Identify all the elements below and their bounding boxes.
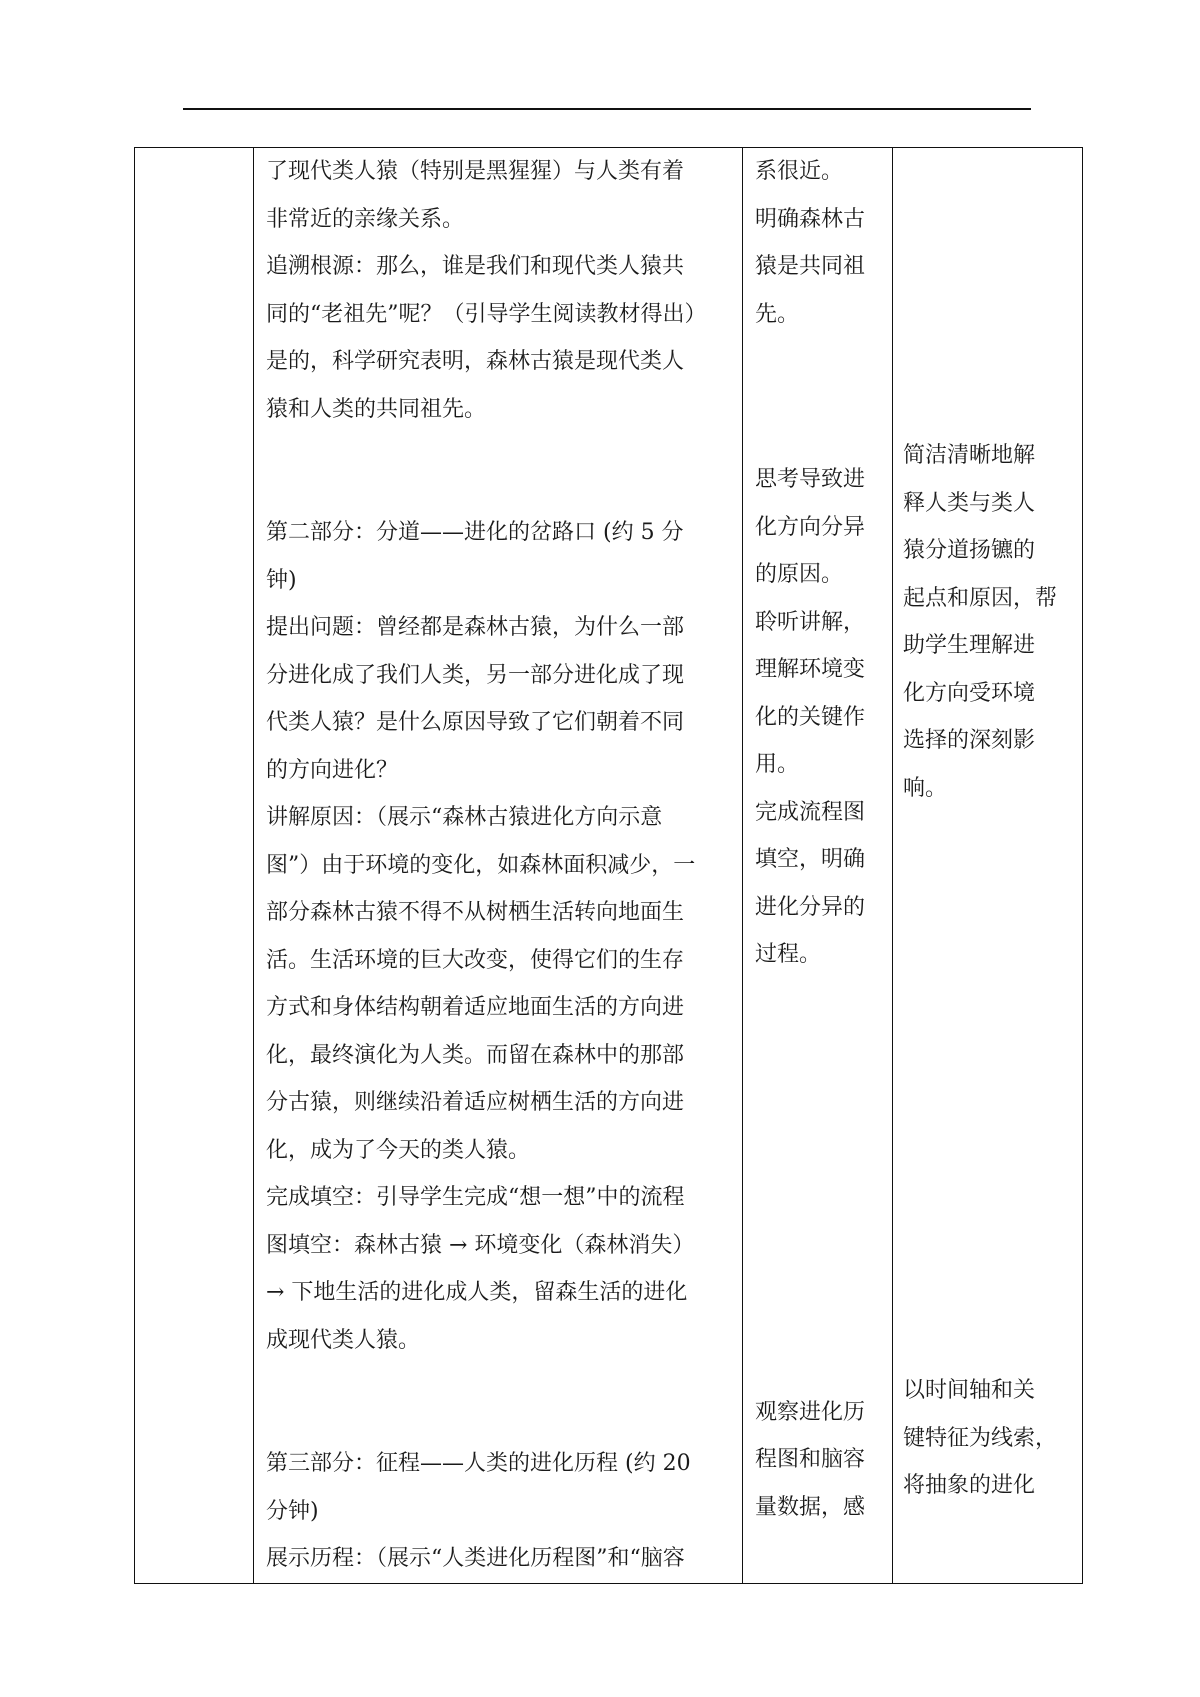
content-paragraph: 追溯根源：那么，谁是我们和现代类人猿共 同的“老祖先”呢？（引导学生阅读教材得出） 是的，科学研究表明，森林古猿是现代类人 猿和人类的共同祖先。 [266, 254, 707, 422]
student-activity-cell [743, 148, 893, 1584]
intent-paragraph: 简洁清晰地解 释人类与类人 猿分道扬镳的 起点和原因，帮 助学生理解进 化方向受环境 选择的深刻影 响。 [903, 443, 1058, 801]
header-rule [183, 108, 1031, 110]
student-paragraph: 聆听讲解， 理解环境变 化的关键作 用。 [755, 609, 866, 777]
content-paragraph: 展示历程：（展示“人类进化历程图”和“脑容 [266, 1546, 685, 1571]
table-row [135, 148, 1083, 1584]
content-paragraph: 讲解原因：（展示“森林古猿进化方向示意 图”）由于环境的变化，如森林面积减少，一 部分森林古猿不得不从树栖生活转向地面生 活。生活环境的巨大改变，使得它们的生存 方式和身体结构朝着适应地面生活的方向进 化，最终演化为人类。而留在森林中的那部 分古猿，则继续沿着适应树栖生活的方向进 化，成为了今天的类人猿。 [266, 805, 696, 1163]
section-heading: 第三部分：征程——人类的进化历程 (约 20 分钟) [266, 1451, 691, 1524]
link-cell [135, 148, 254, 1584]
student-paragraph: 思考导致进 化方向分异 的原因。 [755, 467, 866, 587]
design-intent-cell [893, 148, 1083, 1584]
content-paragraph: 完成填空：引导学生完成“想一想”中的流程 图填空：森林古猿 → 环境变化（森林消失） → 下地生活的进化成人类，留森生活的进化 成现代类人猿。 [266, 1185, 695, 1353]
student-paragraph: 系很近。 [755, 159, 844, 184]
student-paragraph: 明确森林古 猿是共同祖 先。 [755, 206, 866, 327]
lesson-plan-table [134, 147, 1083, 1584]
student-paragraph: 观察进化历 程图和脑容 量数据，感 [755, 1399, 866, 1520]
intent-paragraph: 以时间轴和关 键特征为线索， 将抽象的进化 [903, 1378, 1058, 1498]
content-paragraph: 提出问题：曾经都是森林古猿，为什么一部 分进化成了我们人类，另一部分进化成了现 代类人猿？是什么原因导致了它们朝着不同 的方向进化？ [266, 615, 685, 783]
student-paragraph: 完成流程图 填空，明确 进化分异的 过程。 [755, 799, 866, 967]
teacher-activity-cell [254, 148, 743, 1584]
content-paragraph: 了现代类人猿（特别是黑猩猩）与人类有着 非常近的亲缘关系。 [266, 159, 685, 232]
section-heading: 第二部分：分道——进化的岔路口 (约 5 分 钟) [266, 520, 684, 593]
